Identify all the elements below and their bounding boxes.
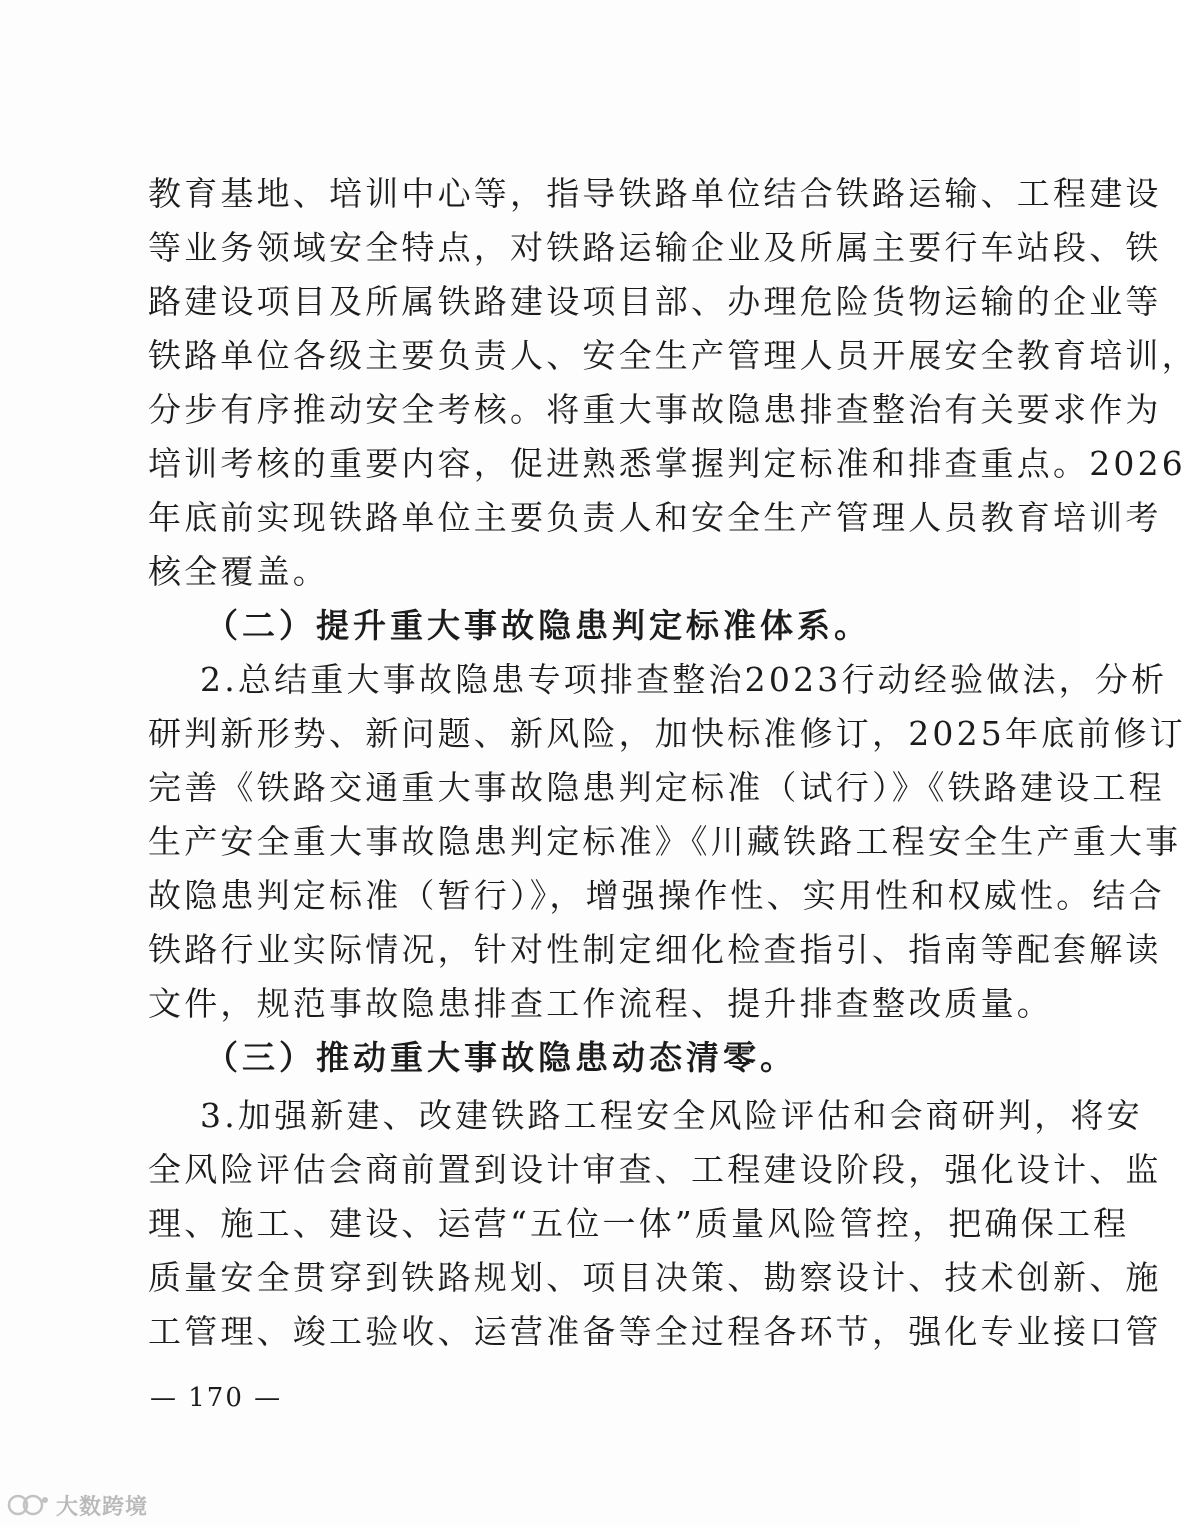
watermark-text: 大数跨境 [56,1494,149,1520]
logo-icon [6,1492,50,1518]
section-heading: （二）提升重大事故隐患判定标准体系。 [205,606,871,645]
body-line: 核全覆盖。 [148,552,329,591]
page-number: — 170 — [150,1383,283,1413]
body-line: 年底前实现铁路单位主要负责人和安全生产管理人员教育培训考 [148,498,1162,537]
body-line: 工管理、竣工验收、运营准备等全过程各环节，强化专业接口管 [148,1312,1162,1351]
body-line: 3.加强新建、改建铁路工程安全风险评估和会商研判，将安 [200,1096,1143,1135]
watermark [6,1488,148,1522]
body-line: 等业务领域安全特点，对铁路运输企业及所属主要行车站段、铁 [148,228,1162,267]
body-line: 质量安全贯穿到铁路规划、项目决策、勘察设计、技术创新、施 [148,1258,1162,1297]
body-line: 路建设项目及所属铁路建设项目部、办理危险货物运输的企业等 [148,282,1162,321]
body-line: 铁路单位各级主要负责人、安全生产管理人员开展安全教育培训， [148,336,1198,375]
body-line: 生产安全重大事故隐患判定标准》《川藏铁路工程安全生产重大事 [148,822,1182,861]
section-heading: （三）推动重大事故隐患动态清零。 [205,1038,797,1077]
body-line: 故隐患判定标准（暂行）》，增强操作性、实用性和权威性。结合 [148,876,1165,915]
body-line: 研判新形势、新问题、新风险，加快标准修订，2025年底前修订 [148,714,1186,753]
body-line: 培训考核的重要内容，促进熟悉掌握判定标准和排查重点。2026 [148,444,1186,483]
body-line: 理、施工、建设、运营“五位一体”质量风险管控，把确保工程 [148,1204,1130,1243]
body-line: 铁路行业实际情况，针对性制定细化检查指引、指南等配套解读 [148,930,1162,969]
body-line: 完善《铁路交通重大事故隐患判定标准（试行）》《铁路建设工程 [148,768,1165,807]
body-line: 2.总结重大事故隐患专项排查整治2023行动经验做法，分析 [200,660,1168,699]
body-line: 教育基地、培训中心等，指导铁路单位结合铁路运输、工程建设 [148,174,1162,213]
body-line: 全风险评估会商前置到设计审查、工程建设阶段，强化设计、监 [148,1150,1162,1189]
body-line: 分步有序推动安全考核。将重大事故隐患排查整治有关要求作为 [148,390,1162,429]
body-line: 文件，规范事故隐患排查工作流程、提升排查整改质量。 [148,984,1053,1023]
